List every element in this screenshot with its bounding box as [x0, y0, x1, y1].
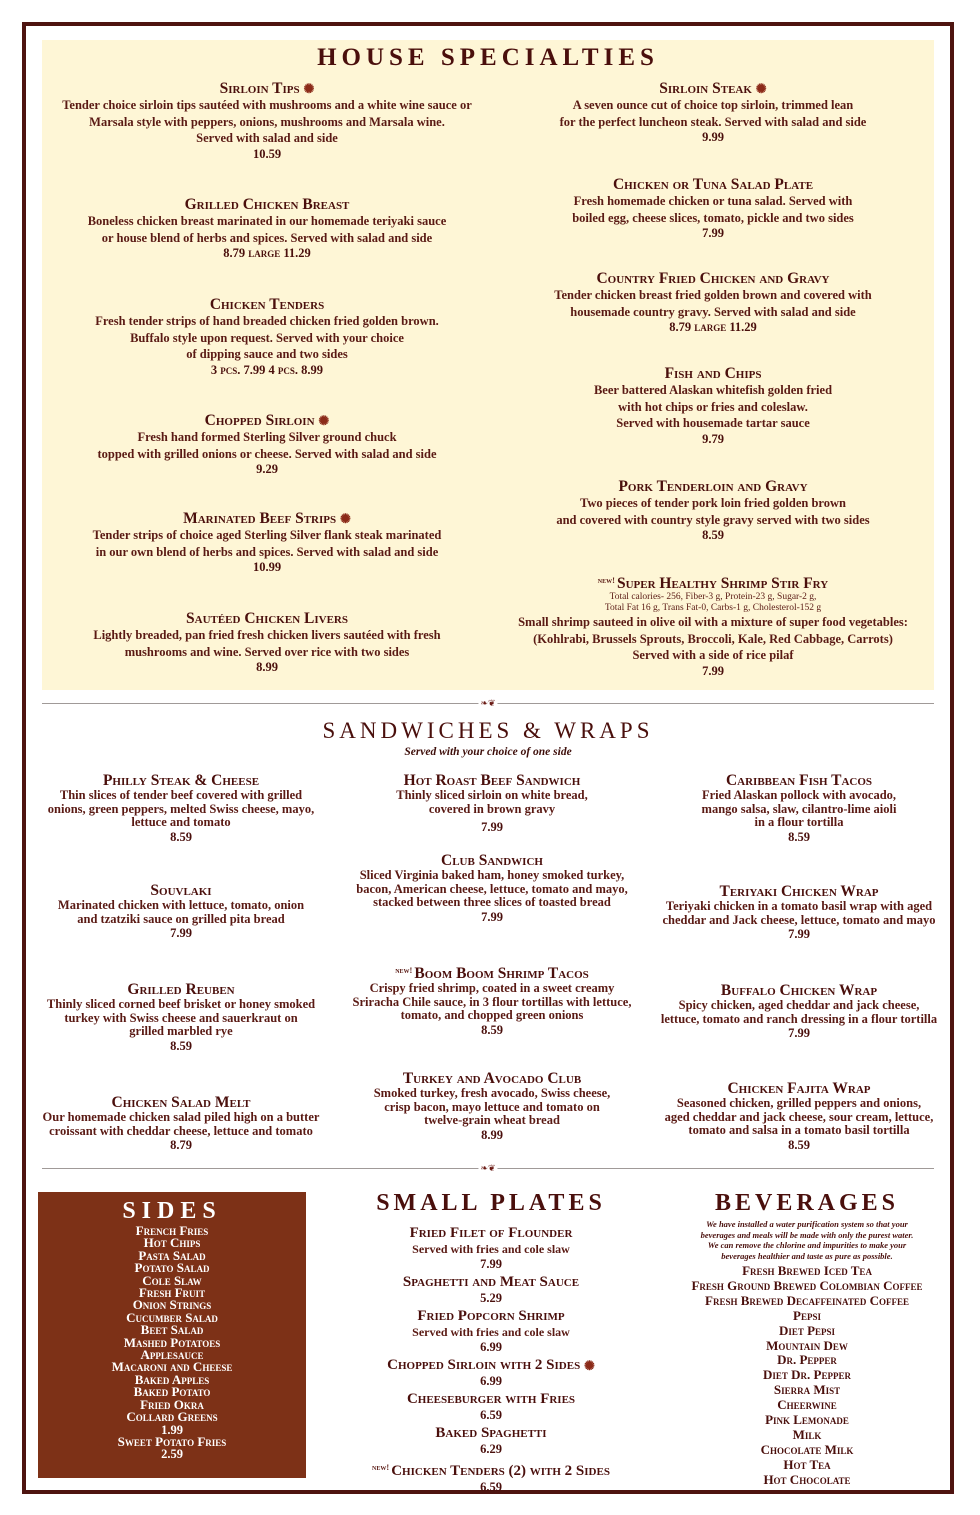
item-price: 8.99 [481, 1127, 503, 1142]
item-price: 7.99 [788, 1026, 810, 1040]
beverage-item: Diet Dr. Pepper [763, 1367, 851, 1383]
item-desc: A seven ounce cut of choice top sirloin, trimmed lean [572, 98, 854, 112]
item-desc: tomato, and chopped green onions [400, 1008, 584, 1022]
item-name: Teriyaki Chicken Wrap [719, 883, 879, 900]
item-name: Turkey and Avocado Club [402, 1070, 582, 1087]
beverage-item: Chocolate Milk [760, 1441, 854, 1457]
side-item: Baked Potato [133, 1384, 211, 1400]
beverage-item: Pepsi [793, 1307, 821, 1323]
item-desc: Sriracha Chile sauce, in 3 flour tortillas with lettuce, [352, 994, 632, 1009]
item-desc: Two pieces of tender pork loin fried golden brown [580, 496, 846, 510]
item-name: Fried Filet of Flounder [409, 1225, 573, 1241]
menu-item [644, 1080, 954, 1152]
item-name: Chicken Fajita Wrap [727, 1080, 871, 1097]
menu-item [26, 1094, 336, 1152]
item-price: 8.59 [788, 829, 810, 844]
item-desc: in our own blend of herbs and spices. Served with salad and side [95, 544, 439, 559]
item-desc: or house blend of herbs and spices. Served with salad and side [101, 230, 433, 245]
menu-item [644, 883, 954, 941]
item-price: 7.99 [702, 226, 724, 240]
beverages-title: BEVERAGES [714, 1190, 900, 1216]
item-name: Marinated Beef Strips [183, 510, 337, 527]
sandwiches-title: SANDWICHES & WRAPS [322, 718, 654, 743]
item-name: Fried Popcorn Shrimp [417, 1308, 565, 1324]
small-plates-section [316, 1190, 666, 1494]
new-badge: new! [395, 965, 413, 975]
menu-item [492, 478, 934, 542]
beverages-note [662, 1219, 952, 1261]
item-desc: stacked between three slices of toasted bread [373, 895, 611, 909]
item-price: 7.99 [170, 926, 192, 940]
item-desc: lettuce, tomato and ranch dressing in a flour tortilla [660, 1011, 938, 1026]
star-icon: ✺ [339, 511, 351, 526]
menu-item [332, 852, 652, 924]
beverage-item: Milk [792, 1426, 822, 1442]
item-desc: Tender choice sirloin tips sautéed with mushrooms and a white wine sauce or [62, 98, 472, 112]
new-badge: new! [372, 1462, 390, 1472]
beverage-item: Hot Chocolate [763, 1471, 851, 1487]
item-price: 6.59 [480, 1408, 502, 1422]
side-item: Macaroni and Cheese [111, 1359, 233, 1375]
beverage-item: Pink Lemonade [765, 1412, 849, 1428]
side-item: Potato Salad [134, 1260, 210, 1276]
item-desc: Tender strips of choice aged Sterling Silver flank steak marinated [92, 528, 442, 542]
ornament-icon: ❧❦ [480, 698, 496, 708]
specialties-right-column [492, 40, 934, 690]
small-plates-title: SMALL PLATES [376, 1190, 606, 1216]
item-price: 7.99 [480, 1257, 502, 1271]
beverage-item: Cheerwine [777, 1397, 837, 1413]
star-icon: ✺ [303, 81, 315, 96]
item-desc: lettuce and tomato [131, 815, 231, 829]
menu-item [332, 1070, 652, 1142]
item-desc: in a flour tortilla [754, 815, 844, 829]
item-desc: and covered with country style gravy served with two sides [556, 512, 870, 527]
item-desc: topped with grilled onions or cheese. Served with salad and side [97, 446, 437, 461]
item-desc: Served with fries and cole slaw [412, 1325, 570, 1339]
house-specialties-title: HOUSE SPECIALTIES [317, 44, 659, 71]
item-price: 7.99 [481, 820, 503, 834]
item-desc: with hot chips or fries and coleslaw. [618, 399, 808, 414]
item-desc: Smoked turkey, fresh avocado, Swiss cheese, [373, 1086, 611, 1100]
item-price: 3 pcs. 7.99 4 pcs. 8.99 [210, 362, 324, 377]
item-name: Buffalo Chicken Wrap [720, 982, 878, 999]
item-name: Sautéed Chicken Livers [186, 610, 348, 627]
item-name: Souvlaki [150, 882, 212, 899]
house-specialties-section [42, 40, 934, 690]
side-item: Applesauce [140, 1347, 204, 1363]
menu-item [644, 982, 954, 1040]
item-name: Chicken or Tuna Salad Plate [612, 176, 814, 193]
item-price: 9.99 [702, 130, 724, 144]
menu-item [332, 962, 652, 1037]
sides-section [38, 1192, 306, 1478]
side-item: French Fries [135, 1223, 209, 1238]
item-price: 8.79 [170, 1138, 192, 1152]
item-price: 8.59 [788, 1137, 810, 1152]
beverage-item: Sierra Mist [773, 1382, 841, 1398]
item-desc: onions, green peppers, melted Swiss cheese, mayo, [47, 801, 315, 816]
item-desc: Beer battered Alaskan whitefish golden fried [593, 383, 833, 397]
menu-item [42, 296, 492, 377]
item-price: 9.79 [702, 431, 724, 446]
item-desc: crisp bacon, mayo lettuce and tomato on [384, 1099, 600, 1114]
item-desc: Our homemade chicken salad piled high on a butter [42, 1110, 320, 1124]
star-icon: ✺ [755, 81, 767, 96]
item-desc: for the perfect luncheon steak. Served with salad and side [559, 114, 867, 129]
item-name: Caribbean Fish Tacos [725, 772, 873, 789]
side-item: Sweet Potato Fries [117, 1433, 227, 1449]
beverages-section [662, 1190, 952, 1488]
note-line: beverages healthier and taste as pure as possible. [721, 1250, 893, 1261]
item-price: 10.99 [252, 560, 282, 574]
menu-item [492, 365, 934, 446]
menu-item [644, 772, 954, 844]
item-price: 8.59 [702, 528, 724, 542]
item-desc: Fresh homemade chicken or tuna salad. Served with [573, 194, 853, 208]
item-desc: grilled marbled rye [129, 1024, 233, 1038]
item-price: 7.99 [481, 909, 503, 924]
beverage-item: Hot Tea [783, 1456, 831, 1472]
menu-item [492, 80, 934, 144]
note-line: We have installed a water purification system so that your [706, 1219, 908, 1229]
item-desc: mushrooms and wine. Served over rice with two sides [124, 644, 410, 659]
item-desc: mango salsa, slaw, cilantro-lime aioli [701, 801, 897, 816]
side-item: Fried Okra [140, 1396, 204, 1412]
item-name: Chicken Salad Melt [111, 1094, 251, 1111]
menu-item [42, 510, 492, 574]
item-desc: croissant with cheddar cheese, lettuce and tomato [49, 1123, 313, 1138]
item-desc: twelve-grain wheat bread [424, 1113, 560, 1127]
item-price: 6.99 [480, 1374, 502, 1388]
item-desc: cheddar and Jack cheese, lettuce, tomato and mayo [662, 912, 936, 927]
item-desc: Served with housemade tartar sauce [616, 416, 810, 430]
item-name: Spaghetti and Meat Sauce [402, 1274, 580, 1290]
star-icon: ✺ [583, 1358, 595, 1373]
menu-item [492, 572, 934, 678]
item-desc: Thinly sliced sirloin on white bread, [396, 788, 588, 802]
sandwiches-subtitle: Served with your choice of one side [404, 746, 572, 758]
item-price: 5.29 [480, 1291, 502, 1305]
item-name: Pork Tenderloin and Gravy [618, 478, 808, 495]
sandwiches-column-2 [332, 766, 652, 1186]
item-name: Grilled Chicken Breast [184, 196, 350, 213]
item-desc: boiled egg, cheese slices, tomato, pickle and two sides [572, 210, 854, 225]
section-divider [42, 698, 934, 708]
plate-item [316, 1274, 666, 1305]
item-desc: Fresh tender strips of hand breaded chicken fried golden brown. [95, 314, 439, 328]
item-price: 8.79 large 11.29 [669, 320, 757, 334]
item-price: 6.99 [480, 1340, 502, 1354]
item-name: Cheeseburger with Fries [406, 1391, 576, 1407]
item-desc: Spicy chicken, aged cheddar and jack cheese, [678, 998, 920, 1012]
item-desc: aged cheddar and jack cheese, sour cream, lettuce, [664, 1109, 934, 1124]
item-price: 6.59 [480, 1480, 502, 1494]
item-desc: Fried Alaskan pollock with avocado, [701, 788, 897, 802]
plate-item [316, 1357, 666, 1388]
new-badge: new! [597, 575, 615, 585]
item-price: 8.59 [170, 829, 192, 844]
beverage-item: Dr. Pepper [777, 1352, 837, 1368]
side-item: Mashed Potatoes [123, 1334, 221, 1350]
side-item: Onion Strings [132, 1297, 212, 1313]
beverage-item: Fresh Ground Brewed Colombian Coffee [691, 1277, 923, 1293]
item-desc: housemade country gravy. Served with salad and side [570, 304, 856, 319]
item-price: 8.99 [256, 660, 278, 674]
beverage-item: Diet Pepsi [778, 1322, 836, 1338]
item-name: Club Sandwich [441, 852, 543, 869]
menu-item [42, 412, 492, 476]
ornament-icon: ❧❦ [480, 1163, 496, 1173]
star-icon: ✺ [318, 413, 330, 428]
item-name: Boom Boom Shrimp Tacos [414, 965, 589, 982]
beverage-item: Fresh Brewed Decaffeinated Coffee [705, 1292, 909, 1308]
menu-item [26, 882, 336, 940]
side-item: Collard Greens [126, 1409, 218, 1425]
side-item: Pasta Salad [138, 1247, 206, 1263]
item-name: Fish and Chips [664, 365, 762, 382]
side-item: Beet Salad [140, 1322, 204, 1338]
item-desc: Thinly sliced corned beef brisket or honey smoked [46, 997, 316, 1011]
menu-item [332, 772, 652, 834]
item-desc: Served with salad and side [196, 131, 338, 145]
menu-item [26, 772, 336, 844]
item-price: 7.99 [702, 663, 724, 678]
item-price: 7.99 [788, 927, 810, 941]
beverage-item: Mountain Dew [766, 1337, 848, 1353]
item-desc: Marinated chicken with lettuce, tomato, onion [57, 898, 305, 912]
plate-item [316, 1459, 666, 1494]
section-divider [42, 1163, 934, 1173]
item-desc: covered in brown gravy [428, 801, 556, 816]
item-name: Chicken Tenders (2) with 2 Sides [391, 1463, 610, 1479]
menu-item [492, 270, 934, 334]
item-desc: turkey with Swiss cheese and sauerkraut on [64, 1010, 298, 1025]
item-name: Philly Steak & Cheese [102, 772, 260, 789]
item-name: Sirloin Steak [659, 80, 752, 97]
plate-item [316, 1391, 666, 1422]
item-name: Chopped Sirloin [204, 412, 315, 429]
menu-item [492, 176, 934, 240]
item-desc: tomato and salsa in a tomato basil tortilla [688, 1123, 910, 1137]
item-price: 8.59 [170, 1038, 192, 1053]
item-desc: Buffalo style upon request. Served with your choice [130, 330, 404, 345]
item-desc: Marsala style with peppers, onions, mushrooms and Marsala wine. [89, 114, 445, 129]
item-desc: Thin slices of tender beef covered with grilled [59, 788, 303, 802]
item-desc: Teriyaki chicken in a tomato basil wrap with aged [665, 899, 933, 913]
item-price: 9.29 [256, 462, 278, 476]
nutrition-info: Total calories- 256, Fiber-3 g, Protein-23 g, Sugar-2 g, [609, 592, 817, 602]
item-desc: (Kohlrabi, Brussels Sprouts, Broccoli, Kale, Red Cabbage, Carrots) [533, 631, 893, 646]
item-name: Chicken Tenders [209, 296, 325, 313]
menu-item [42, 80, 492, 161]
item-desc: Lightly breaded, pan fried fresh chicken livers sautéed with fresh [93, 628, 441, 642]
side-item: Baked Apples [134, 1371, 210, 1387]
menu-item [42, 196, 492, 260]
plate-item [316, 1308, 666, 1354]
item-desc: Crispy fried shrimp, coated in a sweet creamy [369, 981, 615, 995]
specialties-left-column [42, 40, 492, 690]
menu-item [42, 610, 492, 674]
sides-price: 1.99 [161, 1422, 183, 1437]
item-name: Super Healthy Shrimp Stir Fry [616, 575, 829, 592]
item-name: Chopped Sirloin with 2 Sides [387, 1357, 581, 1373]
item-name: Baked Spaghetti [435, 1425, 547, 1441]
side-item: Hot Chips [143, 1235, 201, 1251]
item-price: 8.79 large 11.29 [223, 246, 311, 260]
item-desc: Served with a side of rice pilaf [632, 648, 794, 662]
item-desc: of dipping sauce and two sides [186, 347, 348, 361]
item-desc: and tzatziki sauce on grilled pita bread [77, 911, 285, 926]
nutrition-info: Total Fat 16 g, Trans Fat-0, Carbs-1 g, Cholesterol-152 g [604, 603, 822, 613]
item-desc: bacon, American cheese, lettuce, tomato and mayo, [356, 881, 628, 896]
side-item: Fresh Fruit [138, 1285, 206, 1301]
item-desc: Served with fries and cole slaw [412, 1242, 570, 1256]
menu-frame [22, 22, 954, 1494]
note-line: beverages and meals will be made with only the purest water. [700, 1229, 914, 1240]
beverage-item: Fresh Brewed Iced Tea [742, 1263, 872, 1278]
plate-item [316, 1425, 666, 1456]
item-price: 6.29 [480, 1442, 502, 1456]
side-item: Cole Slaw [142, 1272, 202, 1288]
plate-item [316, 1225, 666, 1271]
sandwiches-column-1 [26, 766, 336, 1186]
item-name: Sirloin Tips [219, 80, 300, 97]
item-name: Country Fried Chicken and Gravy [596, 270, 830, 287]
sides-title: SIDES [122, 1198, 222, 1224]
sides-price: 2.59 [161, 1447, 183, 1462]
item-price: 10.59 [252, 146, 282, 161]
item-price: 8.59 [481, 1022, 503, 1037]
item-desc: Tender chicken breast fried golden brown and covered with [554, 288, 872, 302]
item-name: Grilled Reuben [127, 981, 235, 998]
item-name: Hot Roast Beef Sandwich [403, 772, 581, 789]
item-desc: Sliced Virginia baked ham, honey smoked turkey, [359, 868, 625, 882]
item-desc: Boneless chicken breast marinated in our homemade teriyaki sauce [87, 214, 447, 228]
note-line: We can remove the chlorine and impurities to make your [707, 1240, 907, 1250]
item-desc: Small shrimp sauteed in olive oil with a mixture of super food vegetables: [518, 615, 908, 629]
item-desc: Seasoned chicken, grilled peppers and onions, [676, 1096, 922, 1110]
sandwiches-column-3 [644, 766, 954, 1186]
item-desc: Fresh hand formed Sterling Silver ground chuck [137, 430, 397, 444]
side-item: Cucumber Salad [126, 1309, 218, 1325]
menu-item [26, 981, 336, 1053]
